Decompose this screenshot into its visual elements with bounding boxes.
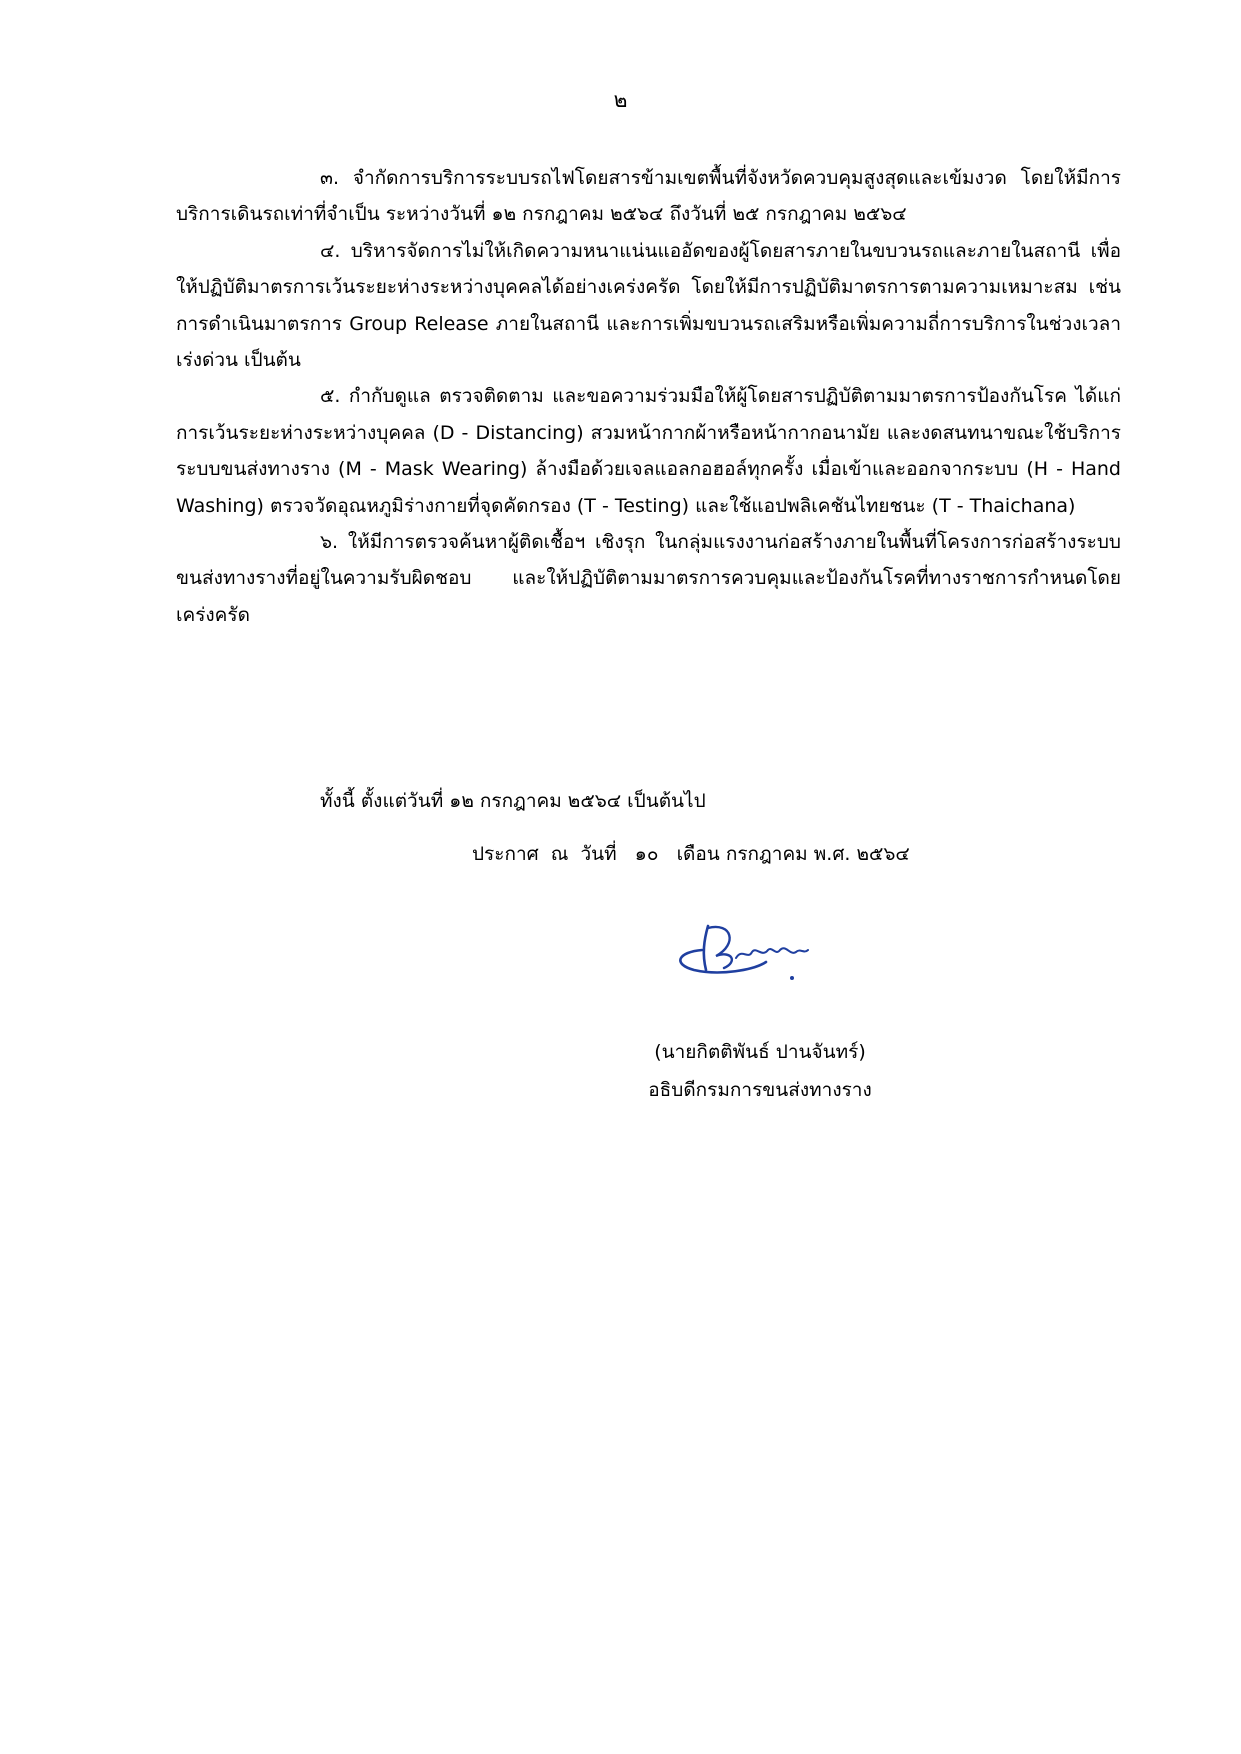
signer-name: (นายกิตติพันธ์ ปานจันทร์) xyxy=(654,1041,866,1063)
announcement-date: ประกาศ ณ วันที่ ๑๐ เดือน กรกฎาคม พ.ศ. ๒๕๖๔ xyxy=(472,843,910,865)
signature xyxy=(658,918,828,988)
page-number: ๒ xyxy=(613,88,628,112)
paragraph-item-4: ๔. บริหารจัดการไม่ให้เกิดความหนาแน่นแออัดของผู้โดยสารภายในขบวนรถและภายในสถานี เพื่อให้ปฏิบัติมาตรการเว้นระยะห่างระหว่างบุคคลได้อย่างเคร่งครัด โดยให้มีการปฏิบัติมาตรการตามความเหมาะสม เช่น การดำเนินมาตรการ Group Release ภายในสถานี และการเพิ่มขบวนรถเสริมหรือเพิ่มความถี่การบริการในช่วงเวลาเร่งด่วน เป็นต้น xyxy=(176,239,1121,372)
paragraph-item-5: ๕. กำกับดูแล ตรวจติดตาม และขอความร่วมมือให้ผู้โดยสารปฏิบัติตามมาตรการป้องกันโรค ได้แก่ การเว้นระยะห่างระหว่างบุคคล (D - Distancing) สวมหน้ากากผ้าหรือหน้ากากอนามัย และงดสนทนาขณะใช้บริการระบบขนส่งทางราง (M - Mask Wearing) ล้างมือด้วยเจลแอลกอฮอล์ทุกครั้ง เมื่อเข้าและออกจากระบบ (H - Hand Washing) ตรวจวัดอุณหภูมิร่างกายที่จุดคัดกรอง (T - Testing) และใช้แอปพลิเคชันไทยชนะ (T - Thaichana) xyxy=(176,385,1121,517)
effective-statement: ทั้งนี้ ตั้งแต่วันที่ ๑๒ กรกฎาคม ๒๕๖๔ เป็นต้นไป xyxy=(320,790,706,812)
paragraph-item-6: ๖. ให้มีการตรวจค้นหาผู้ติดเชื้อฯ เชิงรุก ในกลุ่มแรงงานก่อสร้างภายในพื้นที่โครงการก่อสร้างระบบขนส่งทางรางที่อยู่ในความรับผิดชอบ และให้ปฏิบัติตามมาตรการควบคุมและป้องกันโรคที่ทางราชการกำหนดโดยเคร่งครัด xyxy=(176,531,1121,626)
signer-title: อธิบดีกรมการขนส่งทางราง xyxy=(648,1079,872,1101)
document-body xyxy=(176,160,1121,633)
paragraph-item-3: ๓. จำกัดการบริการระบบรถไฟโดยสารข้ามเขตพื้นที่จังหวัดควบคุมสูงสุดและเข้มงวด โดยให้มีการบริการเดินรถเท่าที่จำเป็น ระหว่างวันที่ ๑๒ กรกฎาคม ๒๕๖๔ ถึงวันที่ ๒๕ กรกฎาคม ๒๕๖๔ xyxy=(176,167,1121,226)
